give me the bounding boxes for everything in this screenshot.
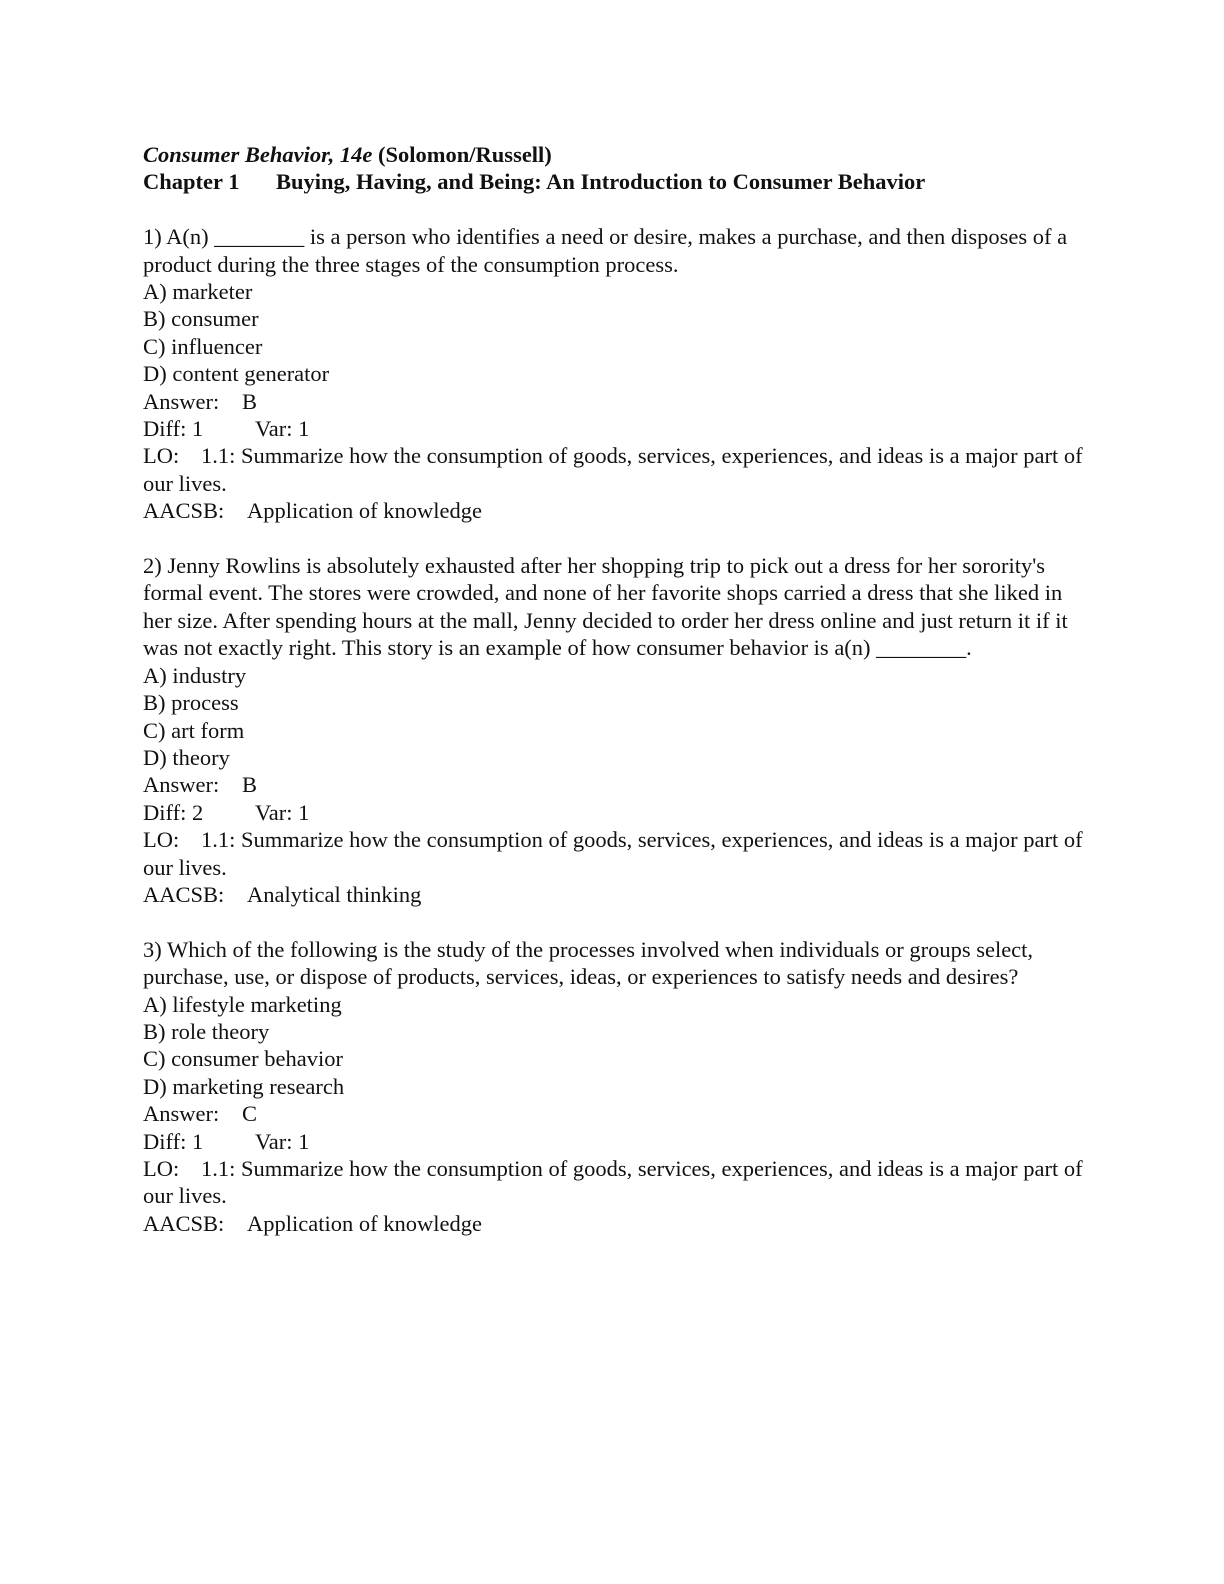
document-page	[143, 141, 1083, 1237]
aacsb-line	[143, 1210, 1083, 1237]
question-3	[143, 936, 1083, 1237]
chapter-title: Buying, Having, and Being: An Introduction to Consumer Behavior	[276, 169, 926, 195]
var-value: 1	[298, 799, 310, 825]
option-b: B) consumer	[143, 306, 259, 332]
diff-value: 1	[191, 1128, 204, 1154]
diff-var-line	[143, 799, 1083, 826]
aacsb-value: Application of knowledge	[247, 1210, 482, 1236]
option-a: A) industry	[143, 662, 247, 688]
option-d: D) marketing research	[143, 1073, 345, 1099]
answer-label: Answer:	[143, 1101, 220, 1127]
diff-label: Diff:	[143, 799, 187, 825]
question-text: 3) Which of the following is the study of the processes involved when individuals or groups select, purchase, use, or dispose of products, services, ideas, or experiences to satisfy needs and desires?	[143, 936, 1034, 990]
answer-label: Answer:	[143, 388, 220, 414]
aacsb-line	[143, 881, 1083, 908]
var-value: 1	[298, 1128, 310, 1154]
diff-var-line	[143, 415, 1083, 442]
lo-value: 1.1: Summarize how the consumption of goods, services, experiences, and ideas is a major part of our lives.	[143, 827, 1083, 880]
option-b: B) role theory	[143, 1018, 270, 1044]
answer-line	[143, 771, 1083, 798]
option-c: C) art form	[143, 717, 245, 743]
answer-value: C	[242, 1101, 258, 1127]
option-c: C) consumer behavior	[143, 1046, 343, 1072]
lo-line	[143, 826, 1083, 881]
lo-label: LO:	[143, 1155, 180, 1181]
var-label: Var:	[255, 1128, 293, 1154]
aacsb-line	[143, 497, 1083, 524]
question-text: 1) A(n) ________ is a person who identifies a need or desire, makes a purchase, and then disposes of a product during the three stages of the consumption process.	[143, 224, 1068, 277]
diff-value: 1	[191, 416, 204, 442]
var-label: Var:	[255, 416, 293, 442]
diff-label: Diff:	[143, 1128, 187, 1154]
option-d: D) theory	[143, 744, 230, 770]
aacsb-label: AACSB:	[143, 498, 225, 524]
question-1	[143, 223, 1083, 524]
lo-line	[143, 442, 1083, 497]
lo-label: LO:	[143, 443, 180, 469]
chapter-heading	[143, 168, 1083, 195]
option-a: A) lifestyle marketing	[143, 991, 342, 1017]
question-2	[143, 552, 1083, 908]
diff-var-line	[143, 1128, 1083, 1155]
var-value: 1	[298, 416, 310, 442]
aacsb-value: Application of knowledge	[247, 498, 482, 524]
diff-field	[143, 415, 255, 442]
lo-label: LO:	[143, 827, 180, 853]
option-a: A) marketer	[143, 279, 253, 305]
answer-line	[143, 388, 1083, 415]
diff-field	[143, 799, 255, 826]
book-authors: (Solomon/Russell)	[378, 142, 552, 167]
option-b: B) process	[143, 690, 239, 716]
aacsb-label: AACSB:	[143, 1210, 225, 1236]
answer-label: Answer:	[143, 772, 220, 798]
answer-value: B	[242, 772, 258, 798]
diff-field	[143, 1128, 255, 1155]
chapter-label: Chapter 1	[143, 169, 240, 195]
option-c: C) influencer	[143, 333, 263, 359]
lo-value: 1.1: Summarize how the consumption of goods, services, experiences, and ideas is a major part of our lives.	[143, 443, 1083, 496]
book-title-line	[143, 141, 1083, 168]
question-text: 2) Jenny Rowlins is absolutely exhausted after her shopping trip to pick out a dress for her sorority's formal event. The stores were crowded, and none of her favorite shops carried a dress that she liked in her size. After spending hours at the mall, Jenny decided to order her dress online and just return it if it was not exactly right. This story is an example of how consumer behavior is a(n) ________.	[143, 553, 1068, 661]
answer-line	[143, 1100, 1083, 1127]
answer-value: B	[242, 388, 258, 414]
aacsb-value: Analytical thinking	[247, 881, 422, 907]
book-title: Consumer Behavior, 14e	[143, 142, 373, 167]
option-d: D) content generator	[143, 361, 330, 387]
lo-line	[143, 1155, 1083, 1210]
diff-label: Diff:	[143, 416, 187, 442]
var-label: Var:	[255, 799, 293, 825]
lo-value: 1.1: Summarize how the consumption of goods, services, experiences, and ideas is a major part of our lives.	[143, 1155, 1083, 1209]
diff-value: 2	[191, 799, 204, 825]
aacsb-label: AACSB:	[143, 881, 225, 907]
